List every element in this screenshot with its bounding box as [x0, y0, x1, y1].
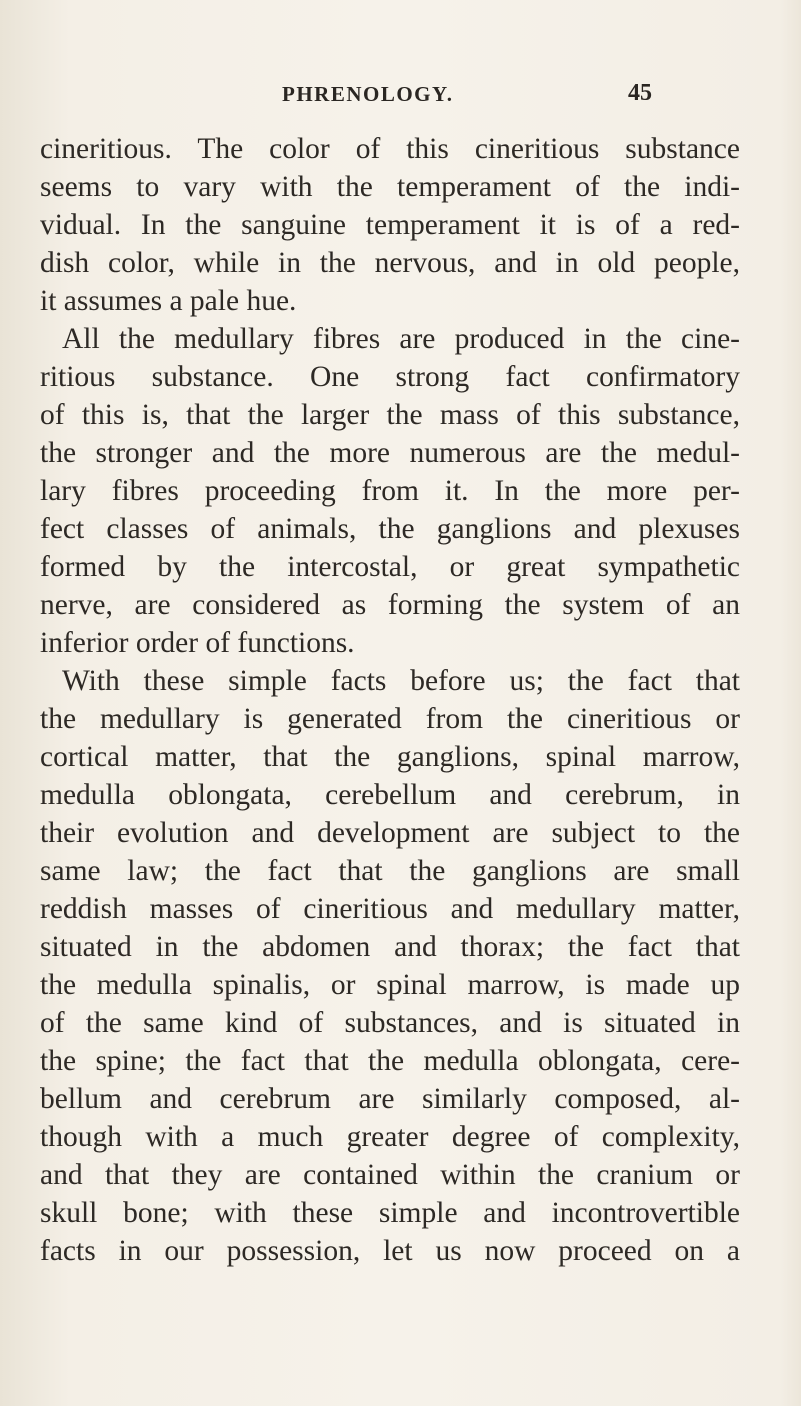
text-line: and that they are contained within the cranium or: [40, 1159, 740, 1191]
text-line: cortical matter, that the ganglions, spinal marrow,: [40, 741, 740, 773]
text-line: the spine; the fact that the medulla oblongata, cere-: [40, 1045, 740, 1077]
text-line: vidual. In the sanguine temperament it is of a red-: [40, 209, 740, 241]
text-line: it assumes a pale hue.: [40, 285, 297, 317]
text-line: All the medullary fibres are produced in the cine-: [62, 323, 740, 355]
text-line: their evolution and development are subject to the: [40, 817, 740, 849]
text-line: With these simple facts before us; the fact that: [62, 665, 740, 697]
running-head-title: PHRENOLOGY.: [282, 82, 454, 106]
text-line: inferior order of functions.: [40, 627, 355, 659]
text-line: formed by the intercostal, or great sympathetic: [40, 551, 740, 583]
text-line: though with a much greater degree of complexity,: [40, 1121, 740, 1153]
text-line: ritious substance. One strong fact confirmatory: [40, 361, 740, 393]
text-line: skull bone; with these simple and incontrovertible: [40, 1197, 740, 1229]
running-head: [0, 82, 801, 112]
text-line: the medulla spinalis, or spinal marrow, is made up: [40, 969, 740, 1001]
text-line: same law; the fact that the ganglions are small: [40, 855, 740, 887]
text-line: facts in our possession, let us now proceed on a: [40, 1235, 740, 1267]
text-line: nerve, are considered as forming the system of an: [40, 589, 740, 621]
text-line: bellum and cerebrum are similarly composed, al-: [40, 1083, 740, 1115]
text-line: the stronger and the more numerous are the medul-: [40, 437, 740, 469]
text-line: the medullary is generated from the cineritious or: [40, 703, 740, 735]
text-line: fect classes of animals, the ganglions and plexuses: [40, 513, 740, 545]
text-line: situated in the abdomen and thorax; the fact that: [40, 931, 740, 963]
text-line: medulla oblongata, cerebellum and cerebrum, in: [40, 779, 740, 811]
text-line: of the same kind of substances, and is situated in: [40, 1007, 740, 1039]
text-line: dish color, while in the nervous, and in old people,: [40, 247, 740, 279]
text-line: of this is, that the larger the mass of this substance,: [40, 399, 740, 431]
text-line: reddish masses of cineritious and medullary matter,: [40, 893, 740, 925]
text-line: cineritious. The color of this cineritious substance: [40, 133, 740, 165]
text-line: lary fibres proceeding from it. In the more per-: [40, 475, 740, 507]
page-number: 45: [628, 80, 652, 106]
text-line: seems to vary with the temperament of the indi-: [40, 171, 740, 203]
